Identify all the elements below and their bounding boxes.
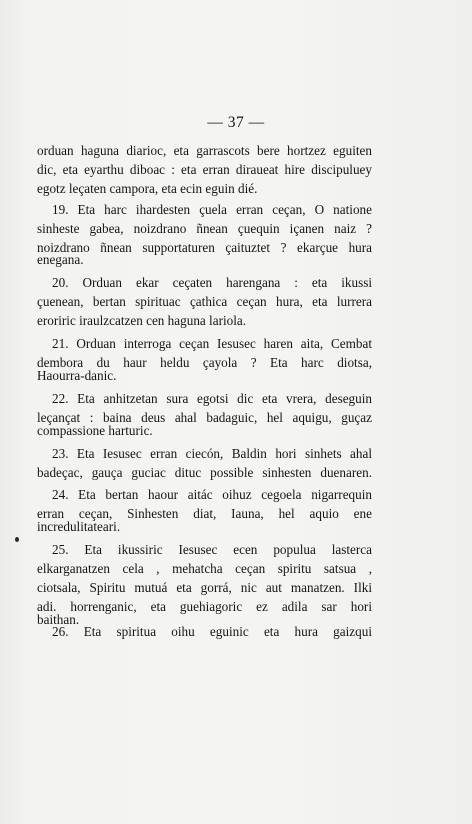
text-line: ciotsala, Spiritu mutuá eta gorrá, nic aut manatzen. Ilki [37,580,372,595]
verse-line: 26. Eta spiritua oihu eguinic eta hura gaizqui [52,624,372,639]
text-line: dembora du haur heldu çayola ? Eta harc diotsa, [37,355,372,370]
text-line: erran ceçan, Sinhesten diat, Iauna, hel aquio ene [37,506,372,521]
verse-line: 22. Eta anhitzetan sura egotsi dic eta vrera, deseguin [52,391,372,406]
verse-line: 24. Eta bertan haour aitác oihuz cegoela nigarrequin [52,487,372,502]
text-line: enegana. [37,252,84,267]
text-line: Haourra-danic. [37,368,117,383]
verse-line: 25. Eta ikussiric Iesusec ecen populua lasterca [52,542,372,557]
verse-line: 23. Eta Iesusec erran ciecón, Baldin hori sinhets ahal [52,446,372,461]
text-line: incredulitateari. [37,519,121,534]
text-line: compassione harturic. [37,423,153,438]
text-line: badeçac, gauça guciac dituc possible sinhesten duenaren. [37,465,372,480]
text-line: dic, eta eyarthu diboac : eta erran diraueat hire discipuluey [37,162,372,177]
text-line: adi. horrenganic, eta guehiagoric ez adila sar hori [37,599,372,614]
text-line: baithan. [37,612,80,627]
verse-line: 20. Orduan ekar ceçaten harengana : eta ikussi [52,275,372,290]
page-number: — 37 — [207,114,265,131]
text-line: elkarganatzen cela , mehatcha ceçan spiritu satsua , [37,561,372,576]
text-line: orduan haguna diarioc, eta garrascots bere hortzez eguiten [37,143,372,158]
ink-speck [15,537,19,542]
text-line: çuenean, bertan spirituac çathica ceçan hura, eta lurrera [37,294,372,309]
verse-line: 21. Orduan interroga ceçan Iesusec haren aita, Cembat [52,336,372,351]
text-line: leçançat : baina deus ahal badaguic, hel aquigu, guçaz [37,410,372,425]
text-line: sinheste gabea, noizdrano ñnean çuequin içanen naiz ? [37,221,372,236]
text-line: noizdrano ñnean supportaturen çaituztet ? ekarçue hura [37,240,372,255]
text-line: eroriric iraulzcatzen cen haguna lariola. [37,313,247,328]
verse-line: 19. Eta harc ihardesten çuela erran ceçan, O natione [52,202,372,217]
text-line: egotz leçaten campora, eta ecin eguin dié. [37,181,258,196]
